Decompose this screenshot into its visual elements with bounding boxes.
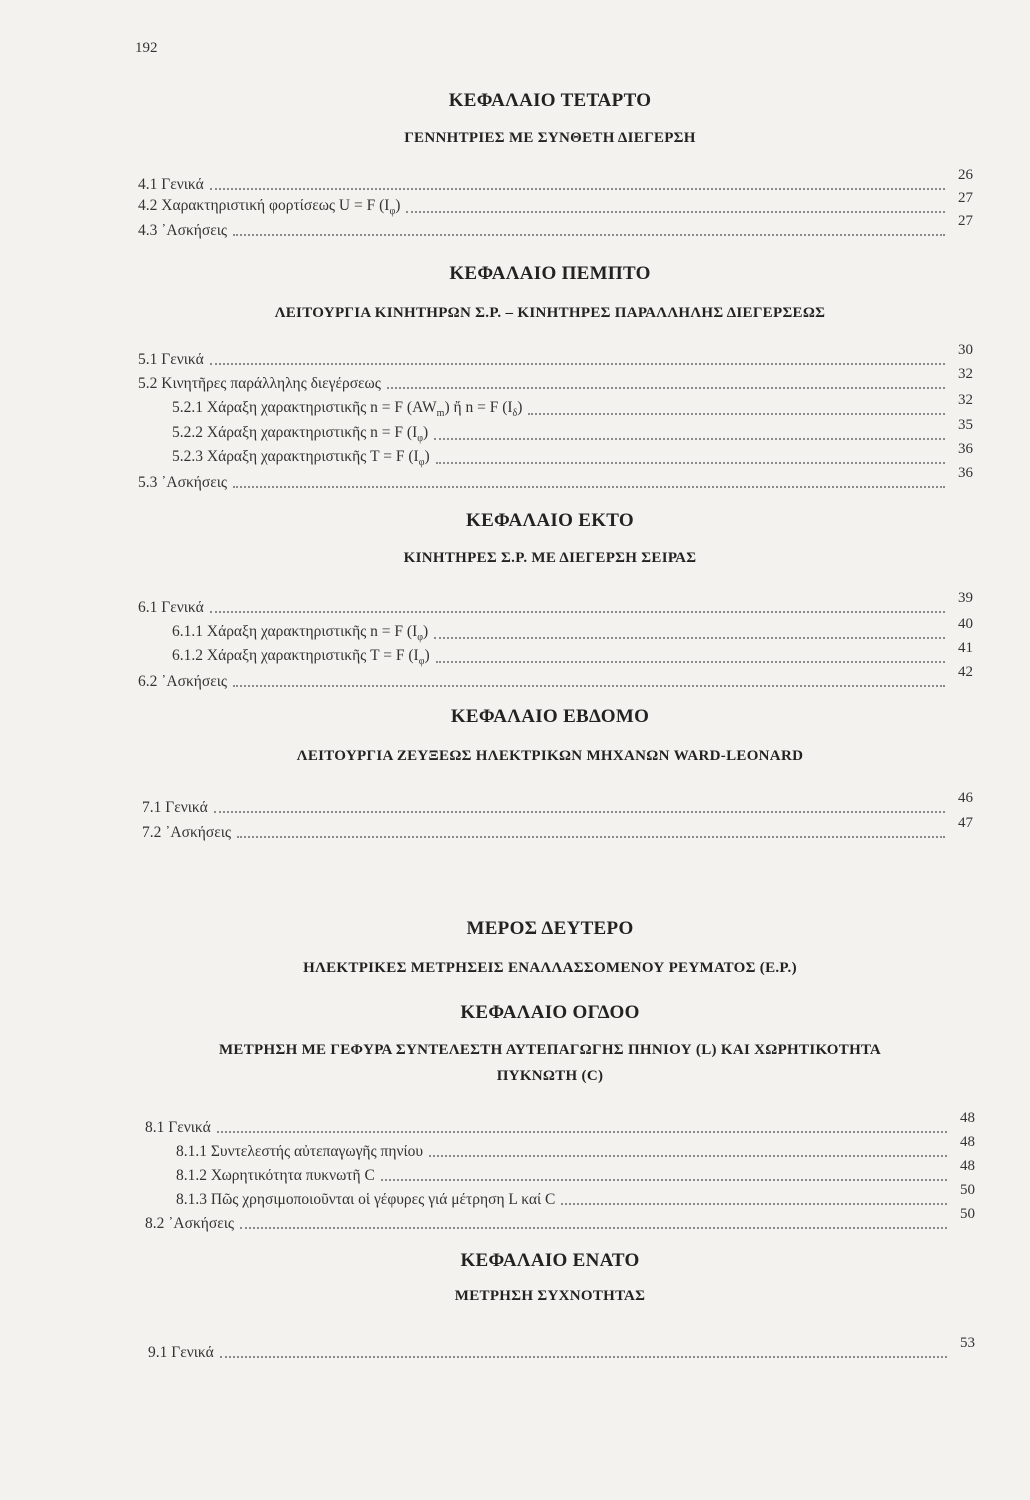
toc-entry-4-1[interactable] [138,167,973,194]
leader-dots [528,412,945,415]
toc-entry-label: 5.2.3 Χάραξη χαρακτηριστικῆς T = F $(I_\varphi)$ [172,447,430,468]
chapter-9-title: ΚΕΦΑΛΑΙΟ ΕΝΑΤΟ [460,1250,640,1271]
toc-entry-page: 26 [958,167,973,183]
chapter-5-subtitle: ΛΕΙΤΟΥΡΓΙΑ ΚΙΝΗΤΗΡΩΝ Σ.Ρ. – ΚΙΝΗΤΗΡΕΣ ΠΑΡΑΛΛΗΛΗΣ ΔΙΕΓΕΡΣΕΩΣ [274,305,826,321]
toc-entry-label: 8.1.2 Χωρητικότητα πυκνωτῆ C [176,1167,375,1184]
toc-entry-label: 6.1.1 Χάραξη χαρακτηριστικῆς n = F $(I_\varphi)$ [172,622,429,643]
toc-entry-page: 48 [960,1134,975,1150]
leader-dots [210,362,945,365]
toc-entry-label: 5.2.2 Χάραξη χαρακτηριστικῆς n = F $(I_\varphi)$ [172,423,429,444]
toc-entry-page: 50 [960,1182,975,1198]
chapter-5-title: ΚΕΦΑΛΑΙΟ ΠΕΜΠΤΟ [449,263,651,284]
toc-entry-page: 36 [958,465,973,481]
leader-dots [561,1202,947,1205]
toc-entry-label: 7.1 Γενικά [142,799,208,816]
chapter-8-subtitle-line-2: ΠΥΚΝΩΤΗ (C) [496,1068,604,1084]
leader-dots [436,461,945,464]
toc-entry-6-1-2[interactable] [172,640,973,667]
toc-entry-5-2-2[interactable] [172,417,973,444]
toc-entry-page: 41 [958,640,973,656]
toc-entry-page: 48 [960,1110,975,1126]
toc-entry-page: 50 [960,1206,975,1222]
toc-entry-label: 4.2 Χαρακτηριστική φορτίσεως U = F $(I_\varphi)$ [138,196,401,217]
leader-dots [429,1154,947,1157]
toc-entry-8-1-1[interactable] [176,1134,975,1161]
leader-dots [387,386,945,389]
toc-entry-label: 4.1 Γενικά [138,176,204,193]
leader-dots [210,187,945,190]
toc-entry-label: 8.1.1 Συντελεστής αὐτεπαγωγῆς πηνίου [176,1143,424,1160]
toc-entry-label: 8.1 Γενικά [145,1119,211,1136]
toc-entry-label: 5.3 ᾿Ασκήσεις [138,474,228,491]
toc-entry-page: 48 [960,1158,975,1174]
toc-entry-7-2[interactable] [142,815,973,842]
leader-dots [210,610,945,613]
part-2-subtitle: ΗΛΕΚΤΡΙΚΕΣ ΜΕΤΡΗΣΕΙΣ ΕΝΑΛΛΑΣΣΟΜΕΝΟΥ ΡΕΥΜΑΤΟΣ (Ε.Ρ.) [303,960,797,976]
chapter-7-title: ΚΕΦΑΛΑΙΟ ΕΒΔΟΜΟ [450,706,650,727]
toc-entry-label: 8.1.3 Πῶς χρησιμοποιοῦνται οἱ γέφυρες γιά μέτρηση L καί C [176,1191,556,1208]
leader-dots [436,660,945,663]
toc-entry-8-1-2[interactable] [176,1158,975,1185]
toc-entry-5-2-3[interactable] [172,441,973,468]
toc-entry-8-2[interactable] [145,1206,975,1233]
toc-entry-label: 4.3 ᾿Ασκήσεις [138,222,228,239]
toc-entry-6-2[interactable] [138,664,973,691]
toc-entry-page: 46 [958,790,973,806]
toc-entry-page: 42 [958,664,973,680]
toc-entry-page: 32 [958,366,973,382]
chapter-4-subtitle: ΓΕΝΝΗΤΡΙΕΣ ΜΕ ΣΥΝΘΕΤΗ ΔΙΕΓΕΡΣΗ [404,130,696,146]
toc-entry-label: 6.1.2 Χάραξη χαρακτηριστικῆς T = F $(I_\varphi)$ [172,646,430,667]
chapter-6-title: ΚΕΦΑΛΑΙΟ ΕΚΤΟ [466,510,634,531]
toc-entry-page: 32 [958,392,973,408]
toc-entry-page: 27 [958,190,973,206]
toc-entry-8-1-3[interactable] [176,1182,975,1209]
chapter-4-title: ΚΕΦΑΛΑΙΟ ΤΕΤΑΡΤΟ [448,90,652,111]
toc-entry-9-1[interactable] [148,1335,975,1362]
toc-entry-label: 9.1 Γενικά [148,1344,214,1361]
page-number: 192 [135,40,158,56]
toc-entry-label: 6.1 Γενικά [138,599,204,616]
chapter-9-subtitle: ΜΕΤΡΗΣΗ ΣΥΧΝΟΤΗΤΑΣ [454,1288,646,1304]
toc-entry-5-2-1[interactable] [172,392,973,419]
toc-entry-4-2[interactable] [138,190,973,217]
toc-entry-label: 5.2 Κινητῆρες παράλληλης διεγέρσεως [138,375,381,392]
toc-entry-label: 5.2.1 Χάραξη χαρακτηριστικῆς n = F $(AW_m)$ ἤ n = F $(I_\delta)$ [172,398,523,419]
chapter-8-subtitle-line-1: ΜΕΤΡΗΣΗ ΜΕ ΓΕΦΥΡΑ ΣΥΝΤΕΛΕΣΤΗ ΑΥΤΕΠΑΓΩΓΗΣ ΠΗΝΙΟΥ (L) ΚΑΙ ΧΩΡΗΤΙΚΟΤΗΤΑ [218,1042,882,1058]
toc-entry-5-1[interactable] [138,342,973,369]
leader-dots [434,437,945,440]
leader-dots [214,810,945,813]
part-2-title: ΜΕΡΟΣ ΔΕΥΤΕΡΟ [466,918,634,939]
toc-entry-8-1[interactable] [145,1110,975,1137]
toc-entry-page: 36 [958,441,973,457]
leader-dots [237,835,945,838]
toc-entry-label: 5.1 Γενικά [138,351,204,368]
toc-entry-6-1[interactable] [138,590,973,617]
toc-entry-7-1[interactable] [142,790,973,817]
chapter-7-subtitle: ΛΕΙΤΟΥΡΓΙΑ ΖΕΥΞΕΩΣ ΗΛΕΚΤΡΙΚΩΝ ΜΗΧΑΝΩΝ WARD-LEONARD [296,748,804,764]
leader-dots [233,684,945,687]
leader-dots [233,233,945,236]
leader-dots [381,1178,947,1181]
toc-entry-4-3[interactable] [138,213,973,240]
toc-entry-page: 35 [958,417,973,433]
leader-dots [217,1130,947,1133]
toc-entry-page: 53 [960,1335,975,1351]
toc-entry-page: 30 [958,342,973,358]
leader-dots [233,485,945,488]
toc-entry-6-1-1[interactable] [172,616,973,643]
leader-dots [434,636,945,639]
toc-entry-label: 6.2 ᾿Ασκήσεις [138,673,228,690]
toc-entry-5-3[interactable] [138,465,973,492]
chapter-6-subtitle: ΚΙΝΗΤΗΡΕΣ Σ.Ρ. ΜΕ ΔΙΕΓΕΡΣΗ ΣΕΙΡΑΣ [403,550,697,566]
toc-entry-page: 47 [958,815,973,831]
leader-dots [406,210,945,213]
toc-entry-5-2[interactable] [138,366,973,393]
toc-entry-label: 7.2 ᾿Ασκήσεις [142,824,232,841]
leader-dots [220,1355,947,1358]
chapter-8-title: ΚΕΦΑΛΑΙΟ ΟΓΔΟΟ [460,1002,640,1023]
toc-entry-page: 27 [958,213,973,229]
toc-entry-page: 40 [958,616,973,632]
toc-entry-label: 8.2 ᾿Ασκήσεις [145,1215,235,1232]
leader-dots [240,1226,947,1229]
toc-entry-page: 39 [958,590,973,606]
